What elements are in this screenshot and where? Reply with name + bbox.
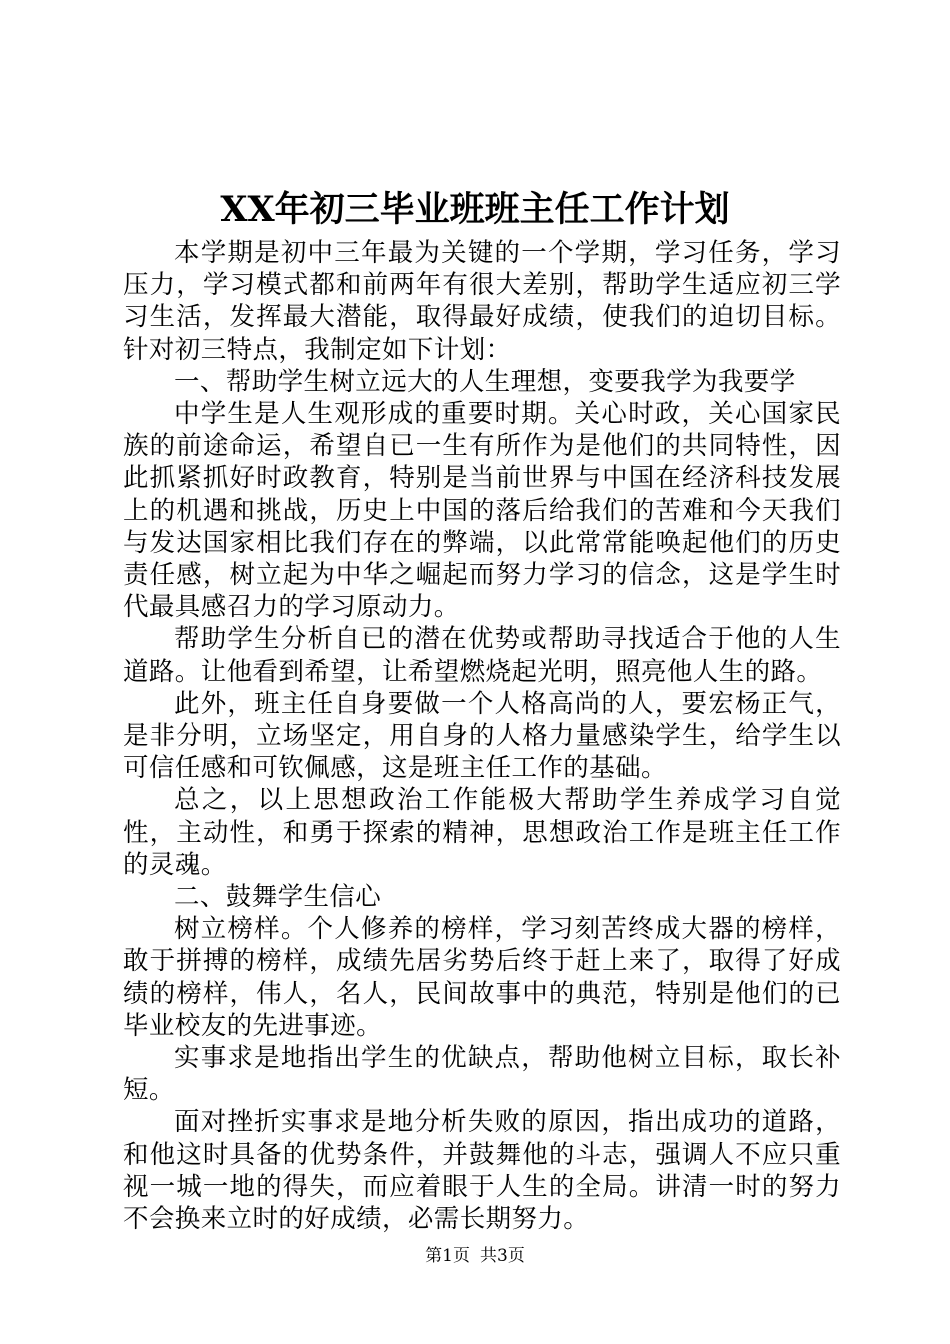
paragraph: 中学生是人生观形成的重要时期。关心时政，关心国家民族的前途命运，希望自已一生有所作为是他们的共同特性，因此抓紧抓好时政教育，特别是当前世界与中国在经济科技发展上的机遇和挑战，历史上中国的落后给我们的苦难和今天我们与发达国家相比我们存在的弊端，以此常常能唤起他们的历史责任感，树立起为中华之崛起而努力学习的信念，这是学生时代最具感召力的学习原动力。 bbox=[123, 399, 841, 623]
paragraph: 实事求是地指出学生的优缺点，帮助他树立目标，取长补短。 bbox=[123, 1043, 841, 1106]
section-heading-1: 一、帮助学生树立远大的人生理想，变要我学为我要学 bbox=[174, 366, 796, 397]
paragraph: 总之，以上思想政治工作能极大帮助学生养成学习自觉性，主动性，和勇于探索的精神，思想政治工作是班主任工作的灵魂。 bbox=[123, 785, 841, 880]
paragraph: 此外，班主任自身要做一个人格高尚的人，要宏杨正气，是非分明，立场坚定，用自身的人格力量感染学生，给学生以可信任感和可钦佩感，这是班主任工作的基础。 bbox=[123, 688, 841, 784]
paragraph-intro: 本学期是初中三年最为关键的一个学期，学习任务，学习压力，学习模式都和前两年有很大差别，帮助学生适应初三学习生活，发挥最大潜能，取得最好成绩，使我们的迫切目标。针对初三特点，我制定如下计划： bbox=[123, 238, 841, 365]
page-footer bbox=[0, 1244, 950, 1268]
paragraph: 树立榜样。个人修养的榜样，学习刻苦终成大器的榜样，敢于拼搏的榜样，成绩先居劣势后终于赶上来了，取得了好成绩的榜样，伟人，名人，民间故事中的典范，特别是他们的已毕业校友的先进事迹。 bbox=[123, 914, 841, 1041]
paragraph: 面对挫折实事求是地分析失败的原因，指出成功的道路，和他这时具备的优势条件，并鼓舞他的斗志，强调人不应只重视一城一地的得失，而应着眼于人生的全局。讲清一时的努力不会换来立时的好成绩，必需长期努力。 bbox=[123, 1107, 841, 1235]
section-heading-2: 二、鼓舞学生信心 bbox=[174, 882, 382, 913]
page-total: 共3页 bbox=[480, 1246, 525, 1266]
paragraph: 帮助学生分析自已的潜在优势或帮助寻找适合于他的人生道路。让他看到希望，让希望燃烧起光明，照亮他人生的路。 bbox=[123, 624, 841, 687]
page-number: 第1页 bbox=[425, 1246, 470, 1266]
document-title: XX年初三毕业班班主任工作计划 bbox=[220, 189, 730, 230]
document-body bbox=[123, 237, 841, 1235]
